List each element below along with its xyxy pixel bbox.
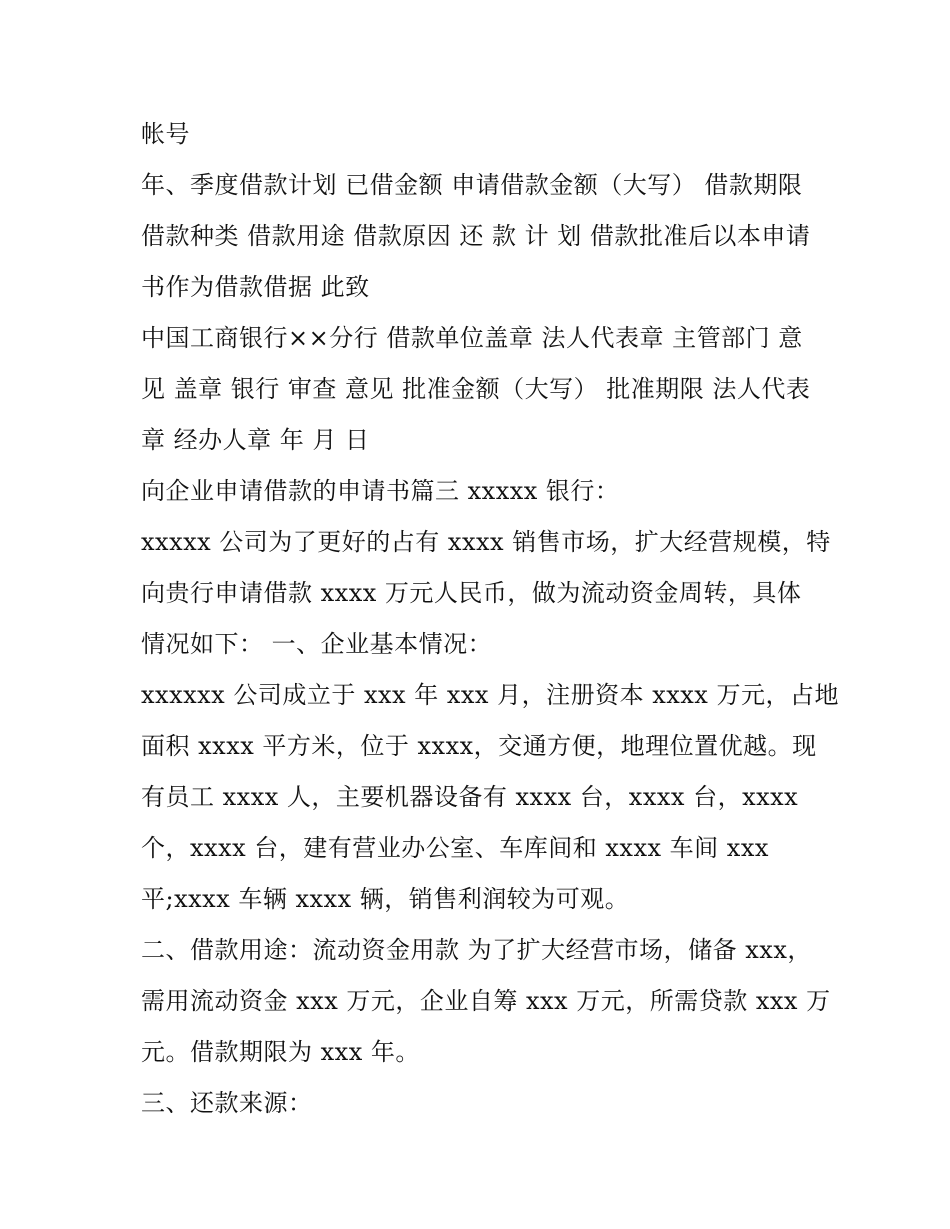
paragraph-line: 有员工 xxxx 人，主要机器设备有 xxxx 台，xxxx 台，xxxx: [141, 783, 799, 811]
text-line-approval-fields: 见 盖章 银行 审查 意见 批准金额（大写） 批准期限 法人代表: [141, 375, 811, 403]
text-line-loan-plan-fields: 年、季度借款计划 已借金额 申请借款金额（大写） 借款期限: [141, 171, 803, 199]
text-line-bank-branch: 中国工商银行××分行 借款单位盖章 法人代表章 主管部门 意: [141, 324, 803, 352]
paragraph-line: 面积 xxxx 平方米，位于 xxxx，交通方便，地理位置优越。现: [141, 732, 817, 760]
paragraph-line: 向贵行申请借款 xxxx 万元人民币，做为流动资金周转，具体: [141, 579, 802, 607]
text-line-loan-receipt: 书作为借款借据 此致: [141, 273, 370, 301]
text-line-signature-date: 章 经办人章 年 月 日: [141, 426, 370, 454]
section-heading-repayment-source: 三、还款来源：: [141, 1089, 313, 1117]
text-line-account: 帐号: [141, 120, 190, 148]
document-body: [141, 109, 839, 1129]
paragraph-line: 需用流动资金 xxx 万元，企业自筹 xxx 万元，所需贷款 xxx 万: [141, 987, 831, 1015]
paragraph-line: 元。借款期限为 xxx 年。: [141, 1038, 420, 1066]
paragraph-line: 情况如下： 一、企业基本情况：: [141, 630, 493, 658]
paragraph-line: xxxxx 公司为了更好的占有 xxxx 销售市场，扩大经营规模，特: [141, 528, 831, 556]
paragraph-line: 二、借款用途：流动资金用款 为了扩大经营市场，储备 xxx，: [141, 936, 812, 964]
paragraph-line: 平;xxxx 车辆 xxxx 辆，销售利润较为可观。: [141, 885, 630, 913]
text-line-section-three-heading: 向企业申请借款的申请书篇三 xxxxx 银行：: [141, 477, 620, 505]
paragraph-line: xxxxxx 公司成立于 xxx 年 xxx 月，注册资本 xxxx 万元，占地: [141, 681, 839, 709]
paragraph-line: 个，xxxx 台，建有营业办公室、车库间和 xxxx 车间 xxx: [141, 834, 769, 862]
text-line-loan-type-fields: 借款种类 借款用途 借款原因 还 款 计 划 借款批准后以本申请: [141, 222, 811, 250]
